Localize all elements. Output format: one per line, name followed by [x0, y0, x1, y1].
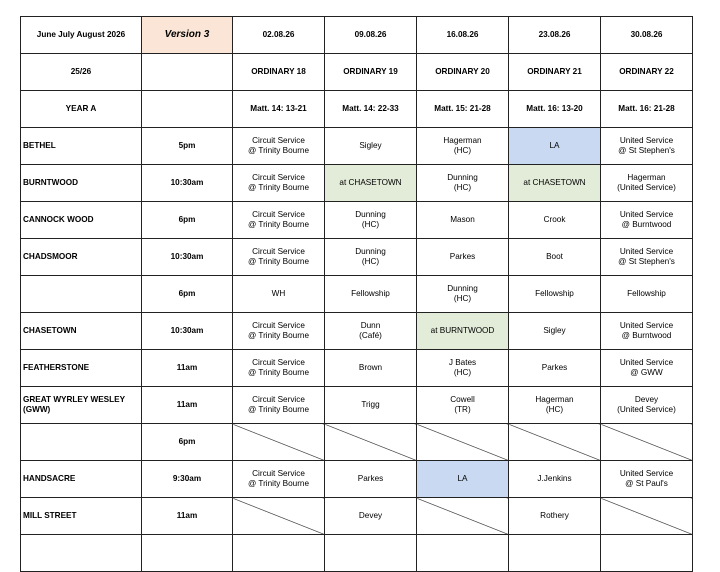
- service-time-cell: 11am: [142, 498, 233, 535]
- preacher-cell: Dunning (HC): [325, 202, 417, 239]
- preacher-cell: Hagerman (HC): [417, 128, 509, 165]
- preacher-cell: Fellowship: [509, 276, 601, 313]
- header-blank-cell: [142, 91, 233, 128]
- church-name-cell: MILL STREET: [21, 498, 142, 535]
- no-service-cell: [601, 498, 693, 535]
- preacher-cell: WH: [233, 276, 325, 313]
- no-service-cell: [417, 424, 509, 461]
- preacher-cell: [509, 535, 601, 572]
- preacher-cell: [233, 535, 325, 572]
- preacher-cell: Circuit Service @ Trinity Bourne: [233, 461, 325, 498]
- preacher-cell: Brown: [325, 350, 417, 387]
- preacher-cell: [417, 535, 509, 572]
- church-name-cell: BURNTWOOD: [21, 165, 142, 202]
- preacher-cell: United Service @ St Stephen's: [601, 128, 693, 165]
- header-blank-cell: [142, 54, 233, 91]
- preacher-cell: Fellowship: [325, 276, 417, 313]
- church-name-cell: [21, 276, 142, 313]
- preacher-cell: LA: [509, 128, 601, 165]
- preacher-cell: Crook: [509, 202, 601, 239]
- service-time-cell: 5pm: [142, 128, 233, 165]
- church-row: [21, 424, 693, 461]
- preacher-cell: [601, 535, 693, 572]
- service-time-cell: 11am: [142, 350, 233, 387]
- service-time-cell: 10:30am: [142, 313, 233, 350]
- church-name-cell: [21, 424, 142, 461]
- preacher-cell: Circuit Service @ Trinity Bourne: [233, 350, 325, 387]
- header-cell: Matt. 14: 22-33: [325, 91, 417, 128]
- preacher-cell: Fellowship: [601, 276, 693, 313]
- church-name-cell: [21, 535, 142, 572]
- church-row: [21, 128, 693, 165]
- header-label-cell: 25/26: [21, 54, 142, 91]
- service-time-cell: 10:30am: [142, 239, 233, 276]
- preacher-cell: Circuit Service @ Trinity Bourne: [233, 165, 325, 202]
- header-row: [21, 91, 693, 128]
- header-cell: ORDINARY 19: [325, 54, 417, 91]
- church-row: [21, 276, 693, 313]
- header-cell: 23.08.26: [509, 17, 601, 54]
- preacher-cell: Circuit Service @ Trinity Bourne: [233, 128, 325, 165]
- header-cell: ORDINARY 22: [601, 54, 693, 91]
- preacher-cell: Dunning (HC): [417, 276, 509, 313]
- church-name-cell: CHADSMOOR: [21, 239, 142, 276]
- header-cell: Matt. 16: 21-28: [601, 91, 693, 128]
- preacher-cell: Circuit Service @ Trinity Bourne: [233, 202, 325, 239]
- header-cell: 16.08.26: [417, 17, 509, 54]
- service-time-cell: 11am: [142, 387, 233, 424]
- church-row: [21, 313, 693, 350]
- header-cell: ORDINARY 18: [233, 54, 325, 91]
- preacher-cell: United Service @ St Paul's: [601, 461, 693, 498]
- no-service-cell: [233, 424, 325, 461]
- header-cell: Matt. 16: 13-20: [509, 91, 601, 128]
- header-label-cell: YEAR A: [21, 91, 142, 128]
- preacher-cell: Trigg: [325, 387, 417, 424]
- preacher-cell: LA: [417, 461, 509, 498]
- preacher-cell: Parkes: [325, 461, 417, 498]
- church-name-cell: GREAT WYRLEY WESLEY (GWW): [21, 387, 142, 424]
- church-name-cell: HANDSACRE: [21, 461, 142, 498]
- preacher-cell: at BURNTWOOD: [417, 313, 509, 350]
- church-row: [21, 461, 693, 498]
- preacher-cell: J Bates (HC): [417, 350, 509, 387]
- preacher-cell: Cowell (TR): [417, 387, 509, 424]
- service-time-cell: [142, 535, 233, 572]
- preacher-cell: [325, 535, 417, 572]
- preacher-cell: Dunn (Café): [325, 313, 417, 350]
- no-service-cell: [325, 424, 417, 461]
- header-cell: ORDINARY 21: [509, 54, 601, 91]
- header-row: [21, 17, 693, 54]
- preacher-cell: Parkes: [509, 350, 601, 387]
- church-row: [21, 350, 693, 387]
- preacher-cell: United Service @ St Stephen's: [601, 239, 693, 276]
- no-service-cell: [601, 424, 693, 461]
- church-row: [21, 239, 693, 276]
- preacher-cell: Dunning (HC): [325, 239, 417, 276]
- preacher-cell: Circuit Service @ Trinity Bourne: [233, 387, 325, 424]
- preacher-cell: J.Jenkins: [509, 461, 601, 498]
- church-row: [21, 165, 693, 202]
- header-row: [21, 54, 693, 91]
- header-cell: Matt. 15: 21-28: [417, 91, 509, 128]
- church-name-cell: CANNOCK WOOD: [21, 202, 142, 239]
- preacher-cell: United Service @ GWW: [601, 350, 693, 387]
- service-time-cell: 9:30am: [142, 461, 233, 498]
- preacher-cell: Hagerman (HC): [509, 387, 601, 424]
- church-name-cell: CHASETOWN: [21, 313, 142, 350]
- service-time-cell: 6pm: [142, 276, 233, 313]
- no-service-cell: [233, 498, 325, 535]
- church-row: [21, 498, 693, 535]
- church-row: [21, 202, 693, 239]
- preacher-cell: at CHASETOWN: [509, 165, 601, 202]
- preaching-plan-table: [20, 16, 693, 572]
- service-time-cell: 6pm: [142, 424, 233, 461]
- church-name-cell: BETHEL: [21, 128, 142, 165]
- preacher-cell: Devey (United Service): [601, 387, 693, 424]
- preacher-cell: Circuit Service @ Trinity Bourne: [233, 313, 325, 350]
- preacher-cell: Sigley: [325, 128, 417, 165]
- header-cell: 09.08.26: [325, 17, 417, 54]
- version-cell: Version 3: [142, 17, 233, 54]
- header-cell: 30.08.26: [601, 17, 693, 54]
- preacher-cell: United Service @ Burntwood: [601, 313, 693, 350]
- no-service-cell: [417, 498, 509, 535]
- preacher-cell: Mason: [417, 202, 509, 239]
- service-time-cell: 10:30am: [142, 165, 233, 202]
- preacher-cell: United Service @ Burntwood: [601, 202, 693, 239]
- header-label-cell: June July August 2026: [21, 17, 142, 54]
- header-cell: 02.08.26: [233, 17, 325, 54]
- header-cell: Matt. 14: 13-21: [233, 91, 325, 128]
- no-service-cell: [509, 424, 601, 461]
- church-name-cell: FEATHERSTONE: [21, 350, 142, 387]
- preacher-cell: Rothery: [509, 498, 601, 535]
- preacher-cell: Devey: [325, 498, 417, 535]
- service-time-cell: 6pm: [142, 202, 233, 239]
- preacher-cell: at CHASETOWN: [325, 165, 417, 202]
- preacher-cell: Dunning (HC): [417, 165, 509, 202]
- preacher-cell: Parkes: [417, 239, 509, 276]
- preacher-cell: Sigley: [509, 313, 601, 350]
- church-row: [21, 535, 693, 572]
- header-cell: ORDINARY 20: [417, 54, 509, 91]
- preacher-cell: Circuit Service @ Trinity Bourne: [233, 239, 325, 276]
- church-row: [21, 387, 693, 424]
- preacher-cell: Boot: [509, 239, 601, 276]
- preacher-cell: Hagerman (United Service): [601, 165, 693, 202]
